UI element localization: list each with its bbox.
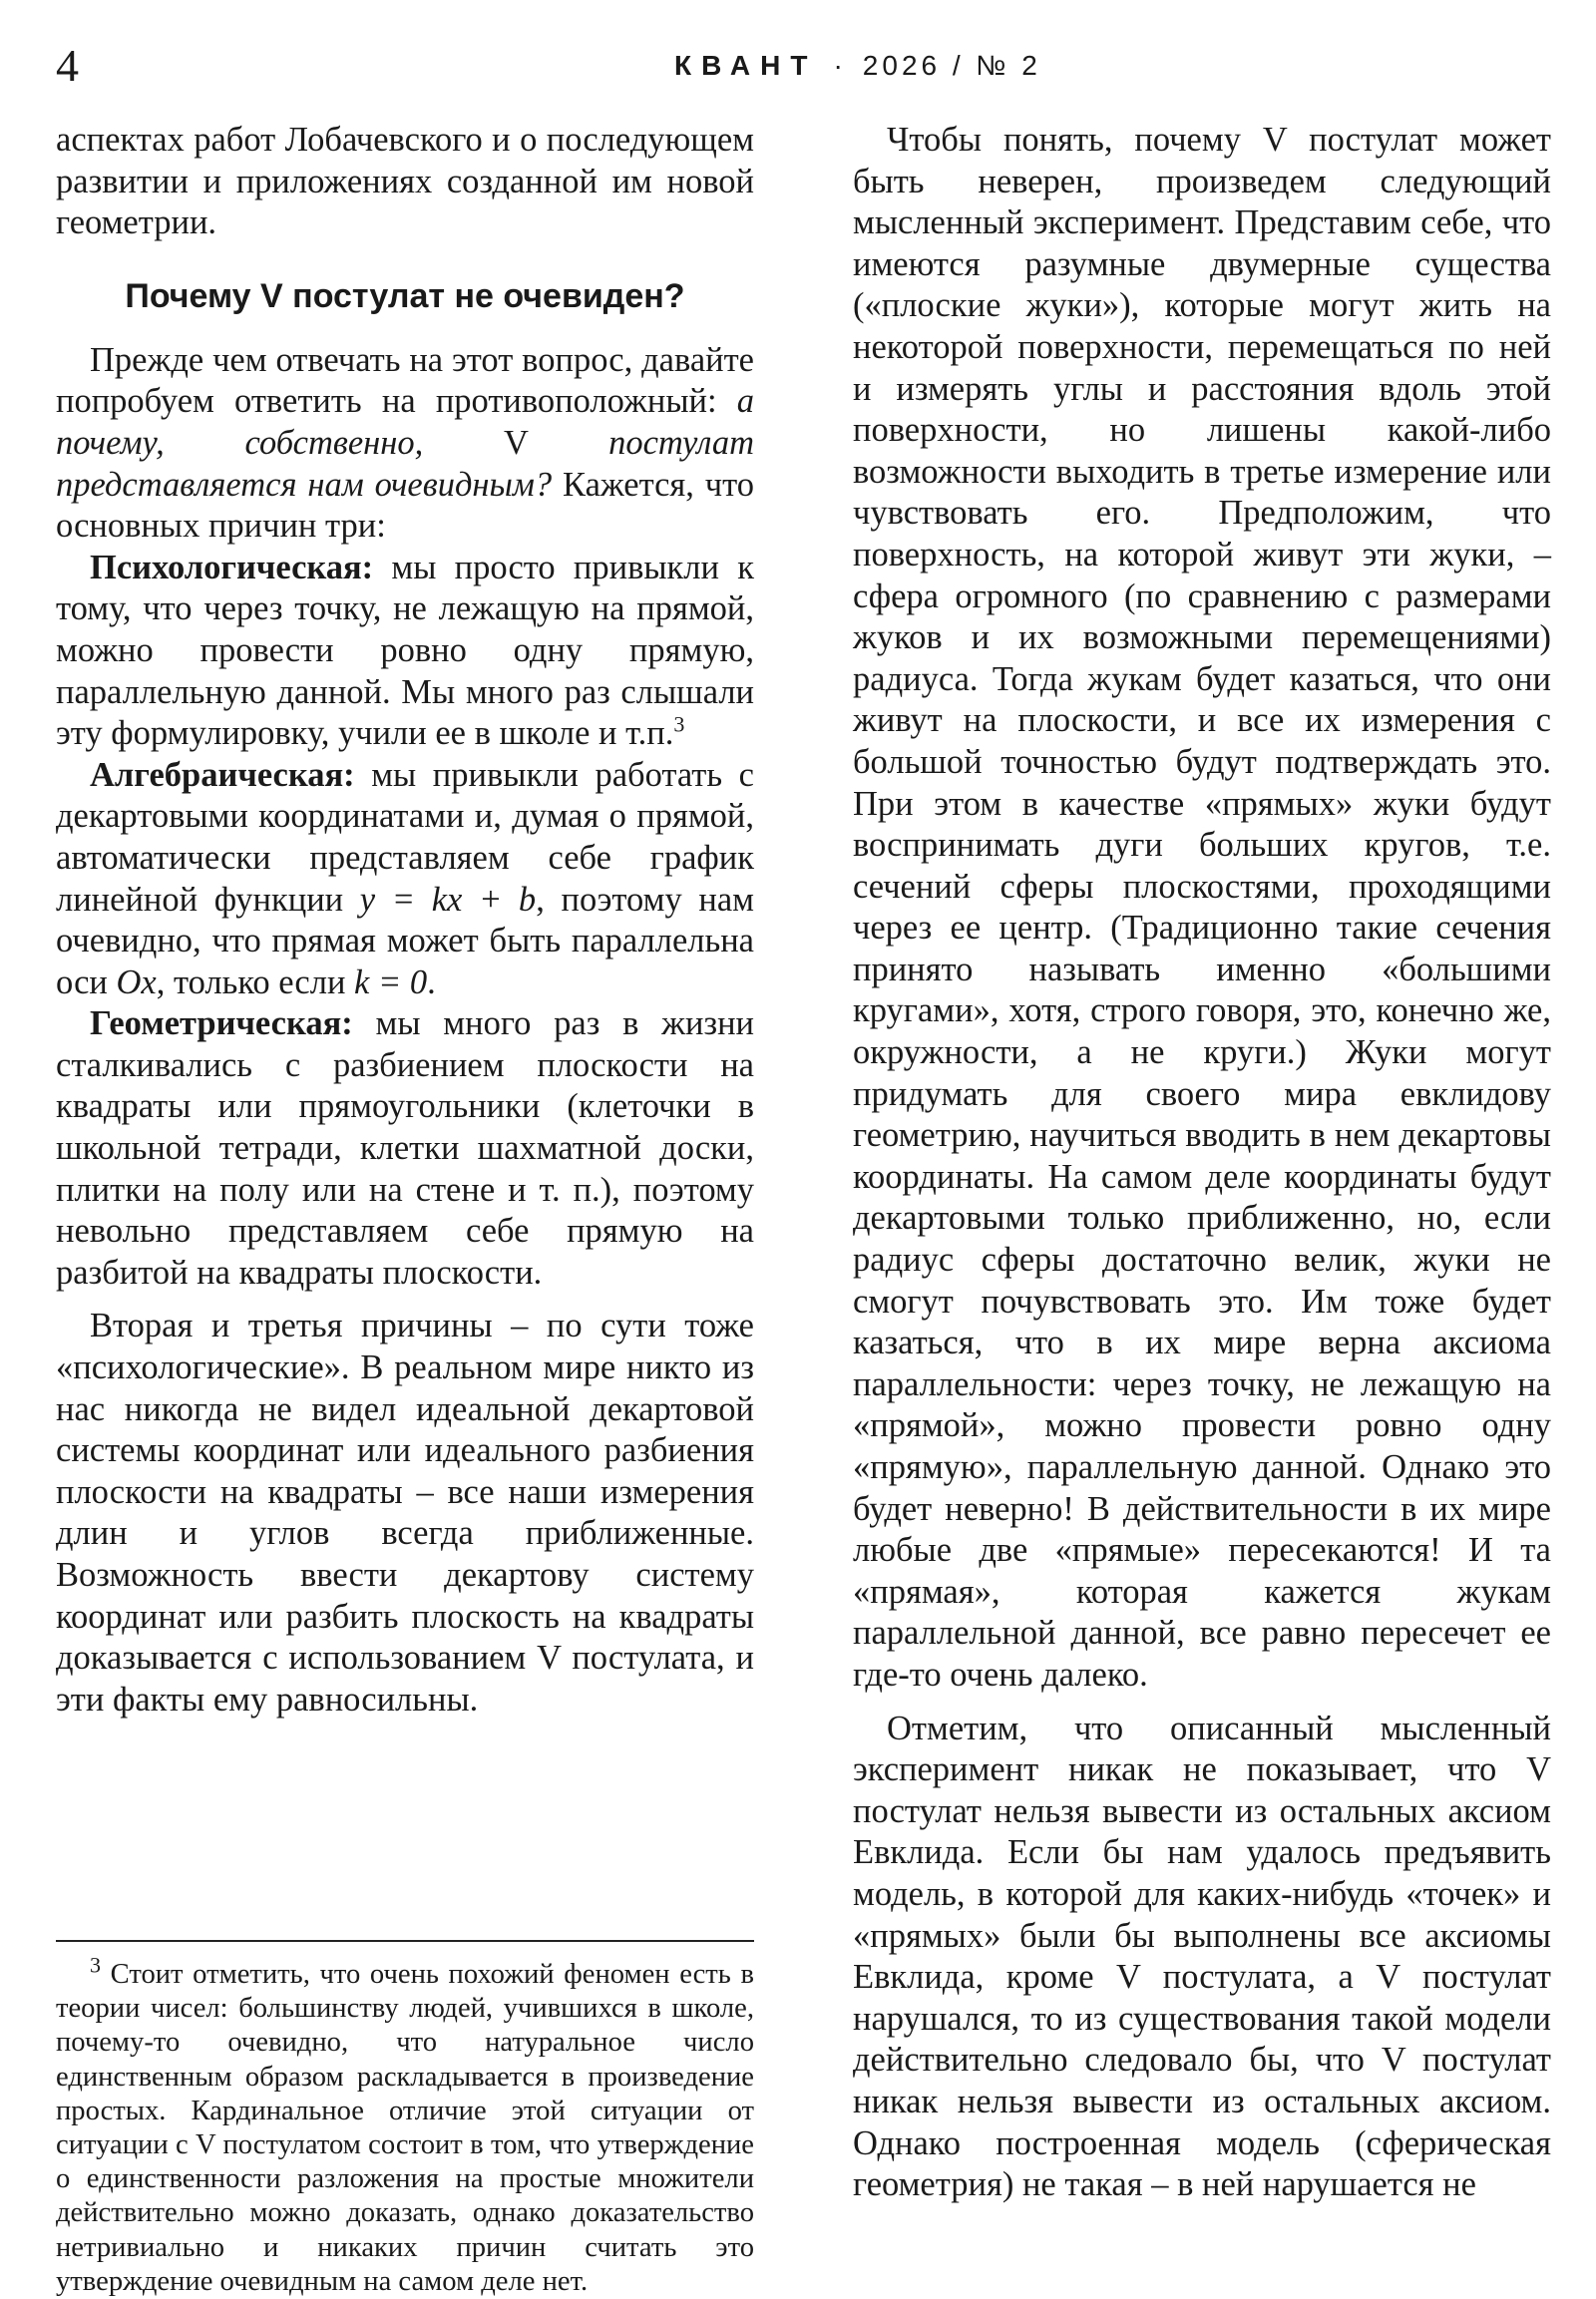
paragraph-note: Отметим, что описанный мысленный эксперимент никак не показывает, что V постулат нельзя вывести из остальных аксиом Евклида. Если бы нам удалось предъявить модель, в которой для каких-нибудь «точек» и «прямых» были бы выполнены все аксиомы Евклида, кроме V постулата, а V постулат нарушался, то из существования такой модели действительно следовало бы, что V постулат никак нельзя вывести из остальных аксиом. Однако построенная модель (сферическая геометрия) не такая – в ней нарушается не [853,1709,1551,2204]
lead-psychological: Психологическая: [90,548,374,586]
section-title: Почему V постулат не очевиден? [125,276,685,315]
paragraph-thought-experiment: Чтобы понять, почему V постулат может быть неверен, произведем следующий мысленный эксперимент. Представим себе, что имеются разумные двумерные существа («плоские жуки»), которые могут жить на некоторой поверхности, перемещаться по ней и измерять углы и расстояния вдоль этой поверхности, но лишены какой-либо возможности выходить в третье измерение или чувствовать его. Предположим, что поверхность, на которой живут эти жуки, – сфера огромного (по сравнению с размерами жуков и их возможными перемещениями) радиуса. Тогда жукам будет казаться, что они живут на плоскости, и все их измерения с большой точностью будут подтверждать это. При этом в качестве «прямых» жуки будут воспринимать дуги больших кругов, т.е. сечений сферы плоскостями, проходящими через ее центр. (Традиционно такие сечения принято называть именно «большими кругами», хотя, строго говоря, это, конечно же, окружности, а не круги.) Жуки могут придумать для своего мира евклидову геометрию, научиться вводить в нем декартовы координаты. На самом деле координаты будут декартовыми только приближенно, но, если радиус сферы достаточно велик, жуки не смогут почувствовать это. Им тоже будет казаться, что в их мире верна аксиома параллельности: через точку, не лежащую на «прямой», можно провести ровно одну «прямую», параллельную данной. Однако это будет неверно! В действительности в их мире любые две «прямые» пересекаются! И та «прямая», которая кажется жукам параллельной данной, все равно пересечет ее где-то очень далеко. [853,121,1551,1694]
formula-condition: k = 0 [354,962,428,1001]
footnote-mark: 3 [90,1952,101,1978]
algebraic-text-d: . [427,962,436,1001]
geometric-text: мы много раз в жизни сталкивались с разбиением плоскости на квадраты или прямоугольники (клеточки в школьной тетради, клетки шахматной доски, плитки на полу или на стене и т. п.), поэтому невольно представляем себе прямую на разбитой на квадраты плоскости. [56,1004,754,1292]
formula-axis: Ox [116,962,157,1001]
paragraph-second-third: Вторая и третья причины – по сути тоже «психологические». В реальном мире никто из нас никогда не видел идеальной декартовой системы координат или идеального разбиения плоскости на квадраты – все наши измерения длин и углов всегда приближенные. Возможность ввести декартову систему координат или разбить плоскость на квадраты доказывается с использованием V постулата, и эти факты ему равносильны. [56,1307,754,1719]
journal-name: КВАНТ [674,50,818,81]
lead-geometric: Геометрическая: [90,1004,353,1043]
paragraph-psychological [56,548,754,755]
intro-emphasis-2: постулат представляется нам очевидным? [56,423,754,504]
right-column [853,120,1551,2206]
footnote-divider [56,1940,754,1942]
intro-text-c: Кажется, что основных причин три: [56,465,755,546]
issue-number: 2026 / № 2 [862,50,1041,81]
algebraic-text-b: , поэтому нам очевидно, что прямая может быть параллельна оси [56,880,754,1001]
paragraph-geometric [56,1003,754,1294]
intro-emphasis: а почему, собственно, [56,382,754,462]
formula-linear: y = kx + b [359,880,537,919]
header-separator: · [833,50,847,81]
paragraph-continued: аспектах работ Лобачевского и о последующем развитии и приложениях созданной им новой геометрии. [56,121,754,242]
paragraph-algebraic [56,755,754,1004]
intro-text-b: V [423,423,609,462]
running-head [674,36,1041,96]
page-number: 4 [56,40,79,91]
algebraic-text-c: , только если [156,962,355,1001]
intro-text-a: Прежде чем отвечать на этот вопрос, давайте попробуем ответить на противоположный: [56,340,754,421]
lead-algebraic: Алгебраическая: [90,755,355,794]
left-column [56,120,755,2297]
algebraic-text-a: мы привыкли работать с декартовыми координатами и, думая о прямой, автоматически представляем себе график линейной функции [56,755,754,919]
footnote-ref[interactable]: 3 [673,711,685,737]
footnote-paragraph [56,1952,754,2299]
page-header [56,36,1532,96]
psychological-text: мы просто привыкли к тому, что через точку, не лежащую на прямой, можно провести ровно одну прямую, параллельную данной. Мы много раз слышали эту формулировку, учили ее в школе и т.п. [56,548,754,753]
footnote-text: Стоит отметить, что очень похожий феномен есть в теории чисел: большинству людей, учившихся в школе, почему-то очевидно, что натуральное число единственным образом раскладывается в произведение простых. Кардинальное отличие этой ситуации от ситуации с V постулатом состоит в том, что утверждение о единственности разложения на простые множители действительно можно доказать, однако доказательство нетривиально и никаких причин считать это утверждение очевидным на самом деле нет. [56,1959,754,2297]
paragraph-intro [56,340,754,548]
footnote [56,1952,754,2299]
